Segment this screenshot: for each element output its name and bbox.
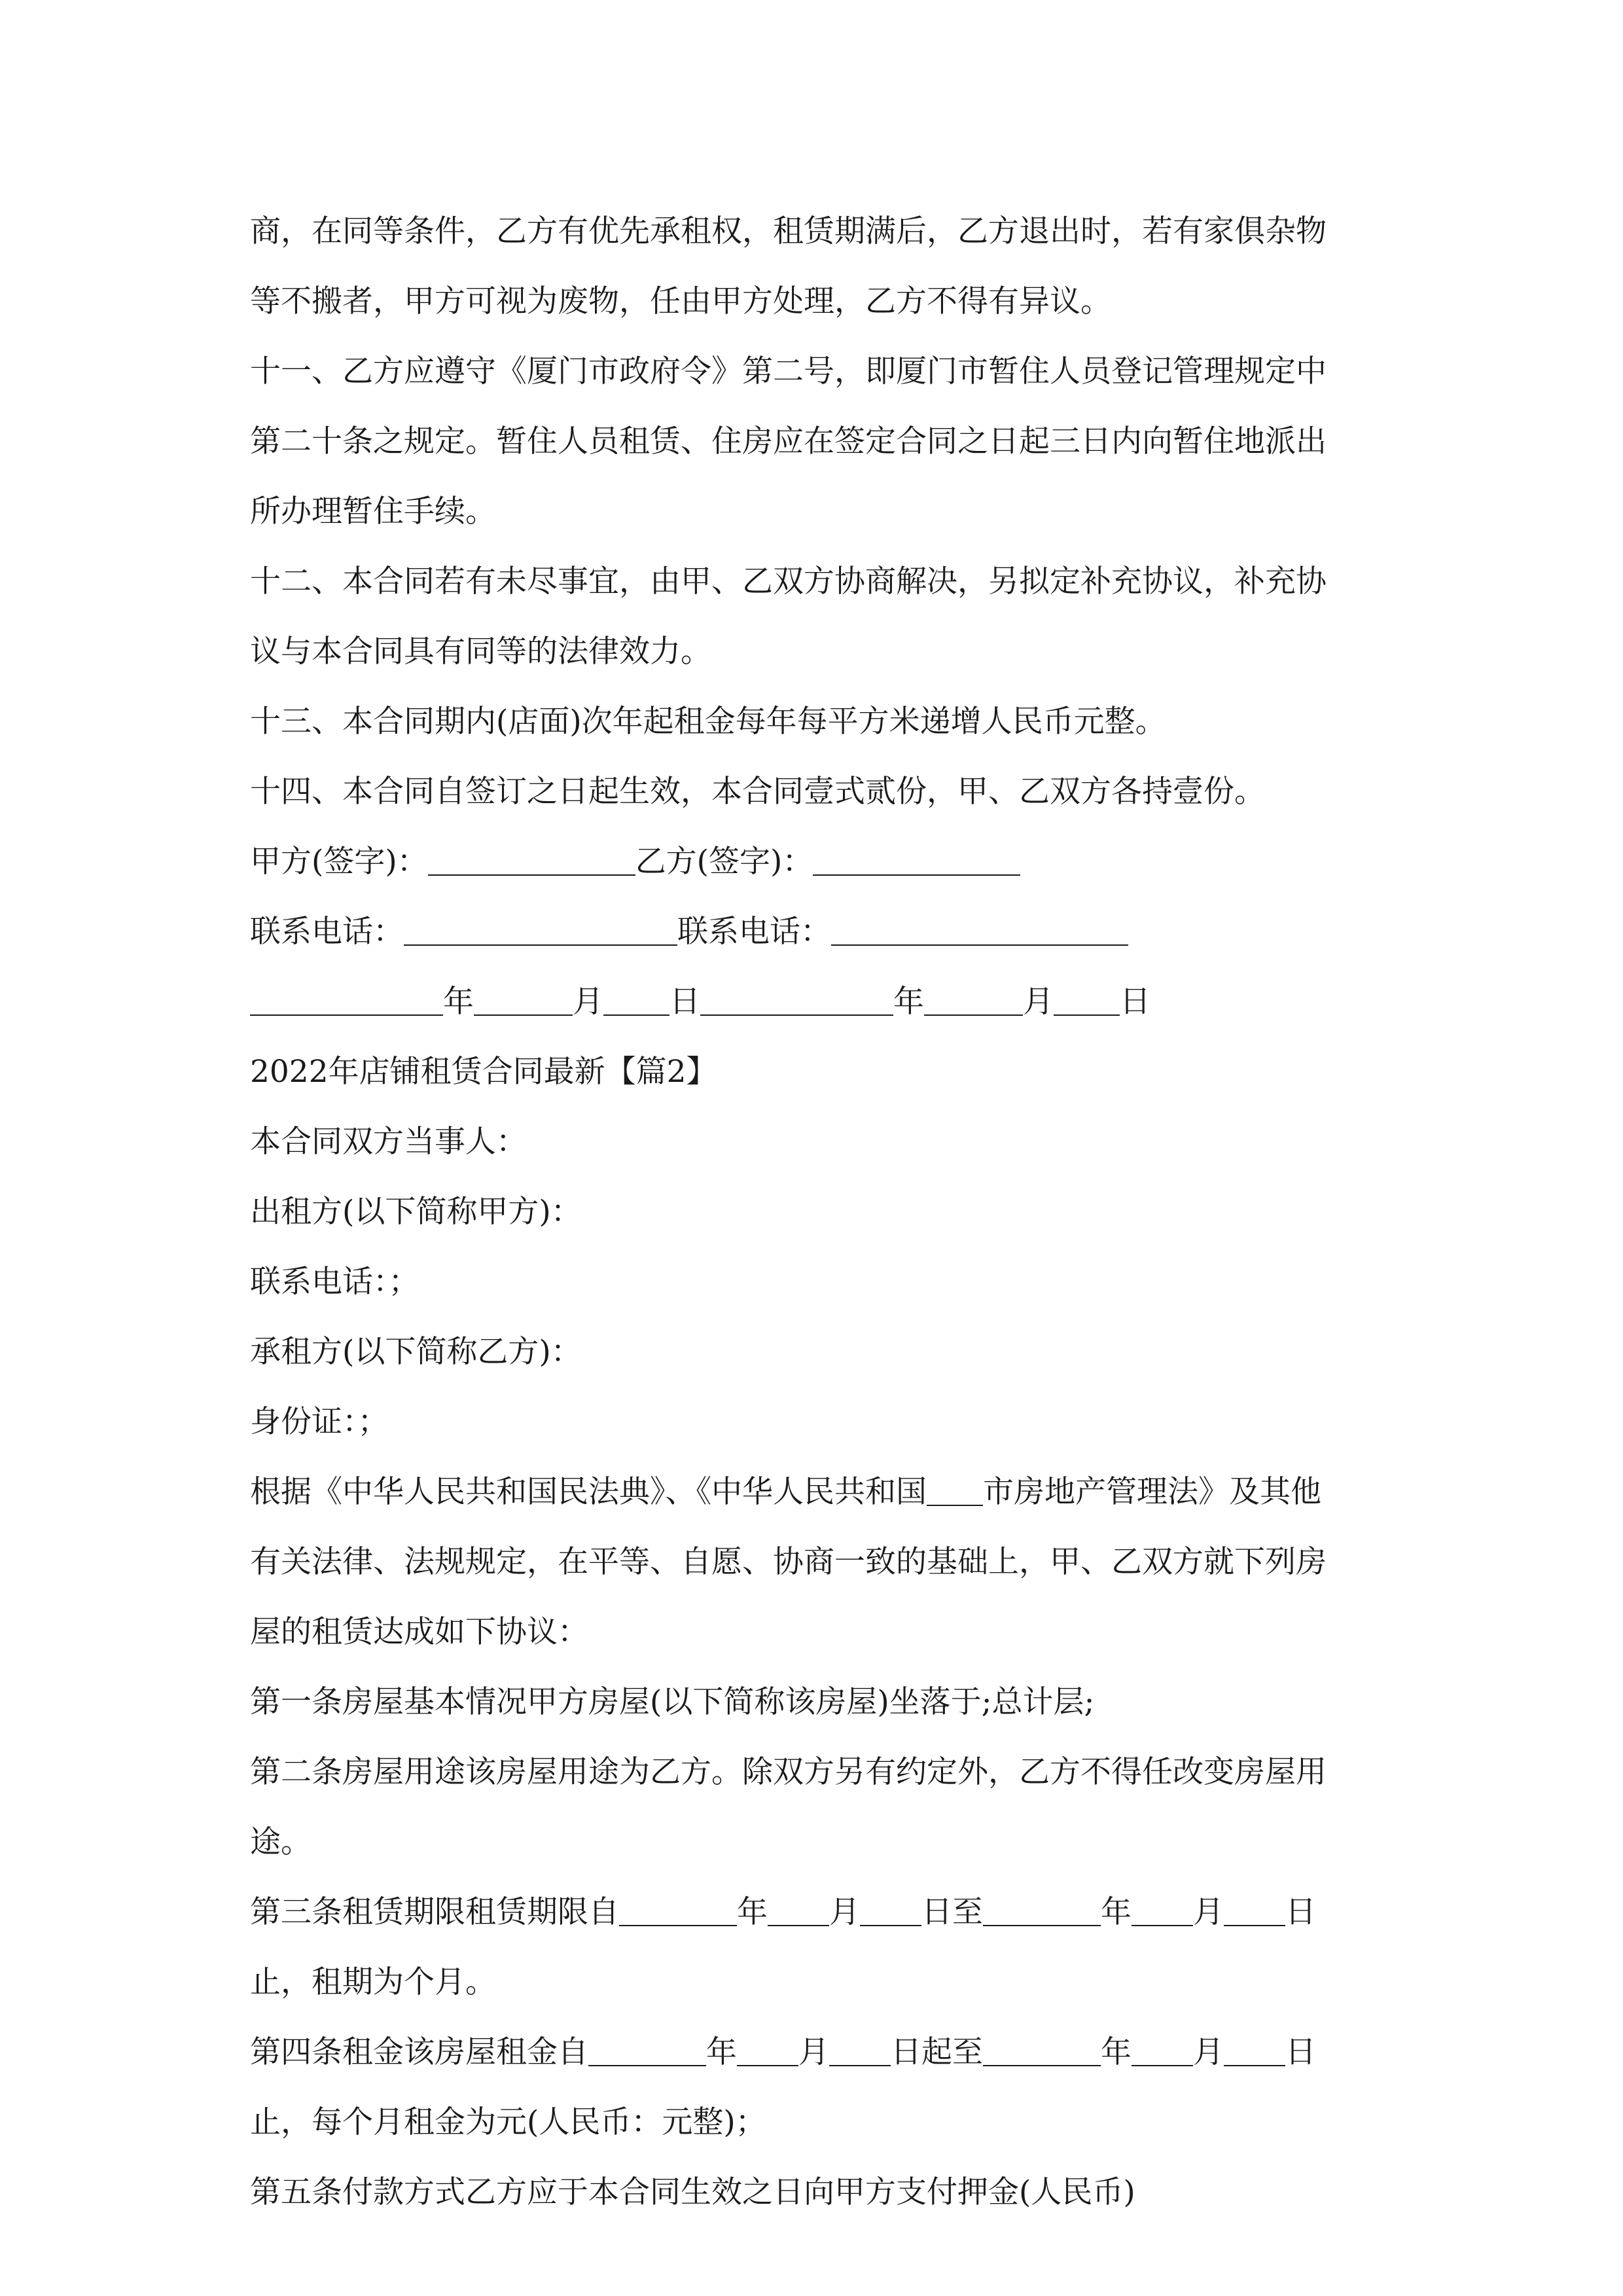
line-text: 承租方(以下简称乙方)： (250, 1334, 582, 1370)
text-line-clause13 (250, 687, 1389, 757)
line-text: 第四条租金该房屋租金自 (250, 2034, 588, 2070)
fill-in-blank[interactable] (603, 1014, 669, 1016)
fill-in-blank[interactable] (1132, 1924, 1193, 1926)
line-text: 月 (1193, 1894, 1224, 1930)
fill-in-blank[interactable] (983, 1924, 1101, 1926)
line-text: 联系电话： (677, 914, 831, 950)
fill-in-blank[interactable] (768, 1924, 829, 1926)
line-text: 途。 (250, 1824, 312, 1860)
line-text: 第一条房屋基本情况甲方房屋(以下简称该房屋)坐落于;总计层; (250, 1684, 1095, 1720)
text-line-article4-1 (250, 2017, 1389, 2087)
text-line-basis-2 (250, 1527, 1389, 1597)
fill-in-blank[interactable] (619, 1924, 737, 1926)
line-text: 甲方(签字)： (250, 844, 428, 880)
line-text: 日至 (921, 1894, 983, 1930)
fill-in-blank[interactable] (927, 1504, 983, 1506)
text-line-article4-2 (250, 2087, 1389, 2157)
line-text: 日起至 (891, 2034, 983, 2070)
line-text: 第二十条之规定。暂住人员租赁、住房应在签定合同之日起三日内向暂住地派出 (250, 423, 1327, 459)
line-text: 2022年店铺租赁合同最新【篇2】 (250, 1054, 717, 1090)
fill-in-blank[interactable] (1054, 1014, 1120, 1016)
fill-in-blank[interactable] (829, 2064, 891, 2066)
line-text: 十四、本合同自签订之日起生效，本合同壹式贰份，甲、乙双方各持壹份。 (250, 774, 1265, 810)
text-line-clause11-2 (250, 406, 1389, 476)
line-text: 所办理暂住手续。 (250, 493, 496, 529)
line-text: 联系电话： (250, 914, 404, 950)
text-line-article2-2 (250, 1807, 1389, 1877)
line-text: 身份证：； (250, 1404, 389, 1440)
text-line-clause12-2 (250, 617, 1389, 687)
line-text: 第三条租赁期限租赁期限自 (250, 1894, 619, 1930)
text-line-article3-1 (250, 1877, 1389, 1947)
line-text: 乙方(签字)： (635, 844, 813, 880)
line-text: 月 (573, 984, 603, 1020)
line-text: 出租方(以下简称甲方)： (250, 1194, 582, 1230)
line-text: 月 (829, 1894, 860, 1930)
line-text: 等不搬者，甲方可视为废物，任由甲方处理，乙方不得有异议。 (250, 283, 1111, 319)
line-text: 本合同双方当事人： (250, 1124, 527, 1160)
fill-in-blank[interactable] (924, 1014, 1023, 1016)
text-line-lessee-id (250, 1387, 1389, 1457)
text-line-article2-1 (250, 1737, 1389, 1807)
line-text: 有关法律、法规规定，在平等、自愿、协商一致的基础上，甲、乙双方就下列房 (250, 1544, 1327, 1580)
text-line-article1 (250, 1667, 1389, 1737)
text-line-parties-intro (250, 1107, 1389, 1177)
line-text: 年 (737, 1894, 768, 1930)
text-line-lessor (250, 1177, 1389, 1247)
line-text: 十三、本合同期内(店面)次年起租金每年每平方米递增人民币元整。 (250, 704, 1166, 740)
text-line-clause10-cont-2 (250, 266, 1389, 336)
line-text: 商，在同等条件，乙方有优先承租权，租赁期满后，乙方退出时，若有家俱杂物 (250, 213, 1327, 249)
line-text: 日 (1285, 2034, 1316, 2070)
line-text: 月 (798, 2034, 829, 2070)
fill-in-blank[interactable] (474, 1014, 573, 1016)
line-text: 十二、本合同若有未尽事宜，由甲、乙双方协商解决，另拟定补充协议，补充协 (250, 564, 1327, 600)
fill-in-blank[interactable] (860, 1924, 921, 1926)
line-text: 月 (1023, 984, 1054, 1020)
fill-in-blank[interactable] (813, 874, 1020, 876)
line-text: 市房地产管理法》及其他 (983, 1474, 1321, 1510)
text-line-date-line (250, 967, 1389, 1037)
text-line-clause11-1 (250, 336, 1389, 406)
line-text: 第二条房屋用途该房屋用途为乙方。除双方另有约定外，乙方不得任改变房屋用 (250, 1754, 1327, 1790)
line-text: 第五条付款方式乙方应于本合同生效之日向甲方支付押金(人民币) (250, 2174, 1135, 2210)
fill-in-blank[interactable] (428, 874, 635, 876)
line-text: 止，租期为个月。 (250, 1964, 496, 2000)
line-text: 年 (893, 984, 924, 1020)
line-text: 日 (1285, 1894, 1316, 1930)
text-line-clause10-cont-1 (250, 196, 1389, 266)
line-text: 年 (706, 2034, 737, 2070)
text-line-basis-1 (250, 1457, 1389, 1527)
fill-in-blank[interactable] (700, 1014, 893, 1016)
line-text: 年 (1101, 1894, 1132, 1930)
fill-in-blank[interactable] (1224, 2064, 1285, 2066)
fill-in-blank[interactable] (250, 1014, 443, 1016)
text-line-clause14 (250, 757, 1389, 827)
line-text: 月 (1193, 2034, 1224, 2070)
fill-in-blank[interactable] (1132, 2064, 1193, 2066)
line-text: 议与本合同具有同等的法律效力。 (250, 634, 711, 670)
line-text: 年 (443, 984, 474, 1020)
text-line-clause12-1 (250, 547, 1389, 617)
line-text: 日 (669, 984, 700, 1020)
line-text: 日 (1120, 984, 1150, 1020)
line-text: 十一、乙方应遵守《厦门市政府令》第二号，即厦门市暂住人员登记管理规定中 (250, 353, 1327, 389)
line-text: 止，每个月租金为元(人民币：元整)； (250, 2104, 766, 2140)
fill-in-blank[interactable] (1224, 1924, 1285, 1926)
text-line-section-title (250, 1037, 1389, 1107)
fill-in-blank[interactable] (737, 2064, 798, 2066)
text-line-lessee (250, 1317, 1389, 1387)
line-text: 年 (1101, 2034, 1132, 2070)
line-text: 联系电话：； (250, 1264, 419, 1300)
text-line-phone-line (250, 897, 1389, 967)
text-line-lessor-phone (250, 1247, 1389, 1317)
line-text: 根据《中华人民共和国民法典》、《中华人民共和国 (250, 1474, 927, 1510)
document-body (250, 196, 1389, 2227)
line-text: 屋的租赁达成如下协议： (250, 1614, 588, 1650)
text-line-clause11-3 (250, 476, 1389, 547)
text-line-basis-3 (250, 1597, 1389, 1667)
text-line-article3-2 (250, 1947, 1389, 2017)
text-line-article5-1 (250, 2157, 1389, 2227)
fill-in-blank[interactable] (588, 2064, 706, 2066)
text-line-signature-line (250, 827, 1389, 897)
fill-in-blank[interactable] (831, 944, 1128, 946)
fill-in-blank[interactable] (404, 944, 677, 946)
fill-in-blank[interactable] (983, 2064, 1101, 2066)
